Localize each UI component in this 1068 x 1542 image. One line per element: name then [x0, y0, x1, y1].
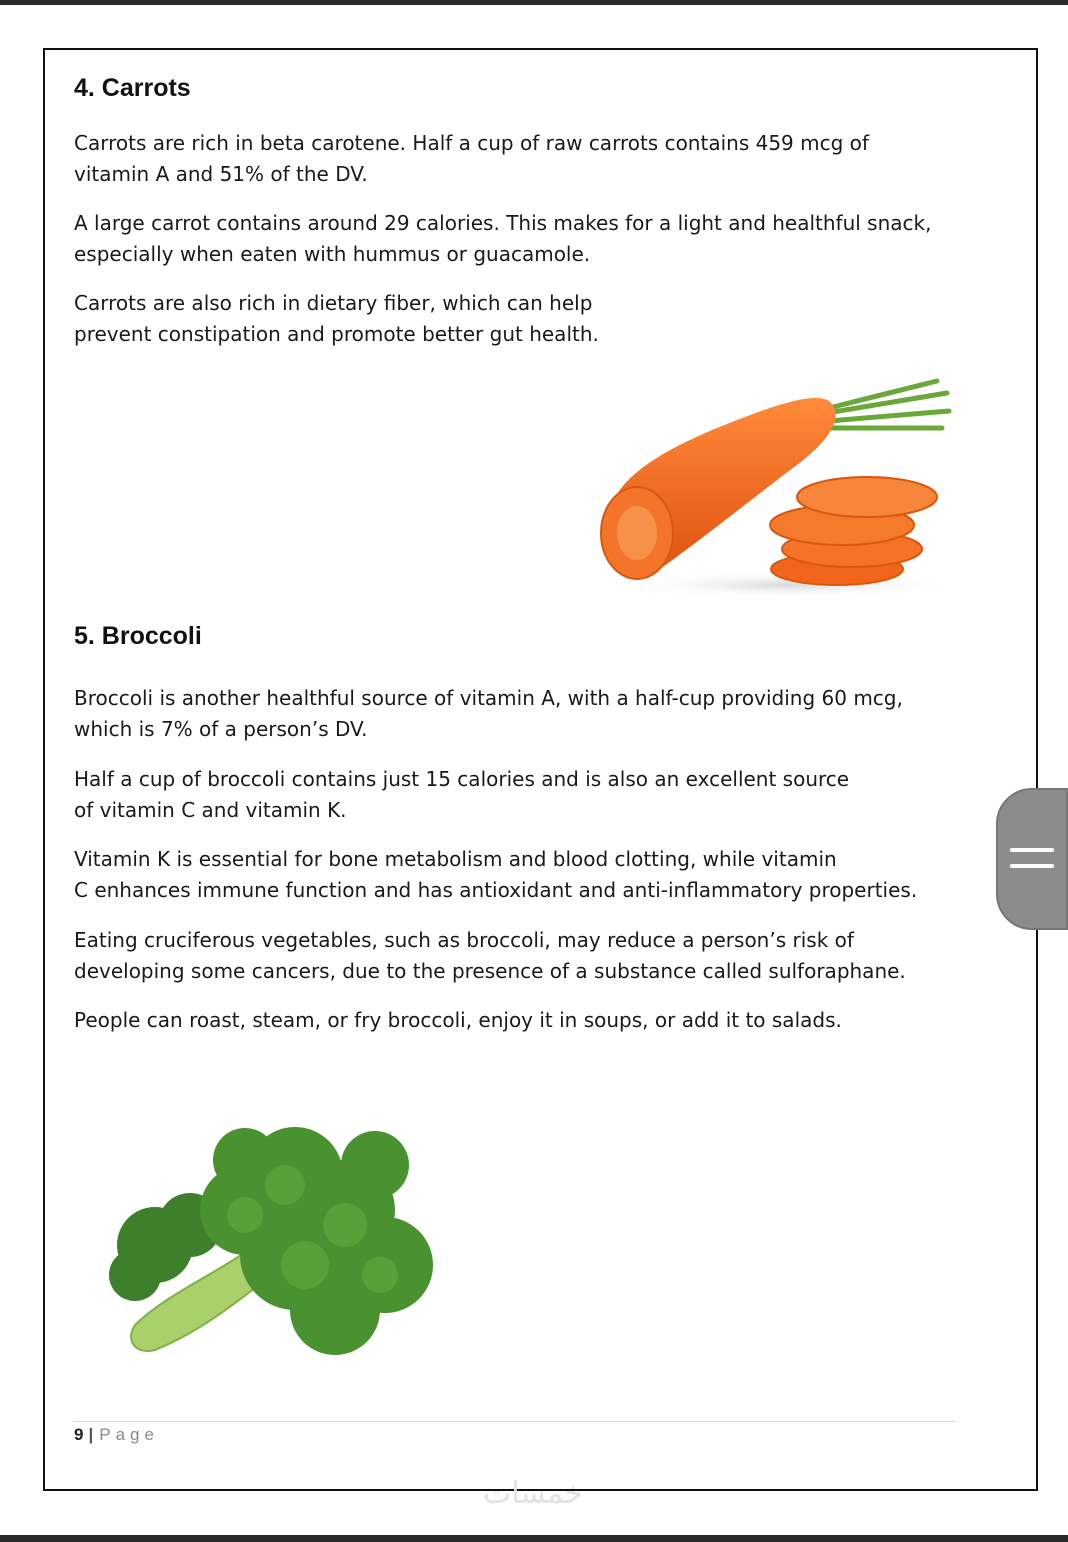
top-bar: [0, 0, 1068, 5]
broccoli-paragraph-5: People can roast, steam, or fry broccoli, enjoy it in soups, or add it to salads.: [74, 1008, 842, 1032]
footer-divider: [74, 1421, 956, 1422]
carrots-paragraph-3: Carrots are also rich in dietary fiber, which can help prevent constipation and promote better gut health.: [74, 291, 599, 346]
broccoli-paragraph-4: Eating cruciferous vegetables, such as broccoli, may reduce a person’s risk of developing some cancers, due to the presence of a substance called sulforaphane.: [74, 928, 906, 983]
section-heading-carrots: 4. Carrots: [74, 74, 191, 102]
carrots-paragraph-2: A large carrot contains around 29 calories. This makes for a light and healthful snack, especially when eaten with hummus or guacamole.: [74, 211, 932, 266]
page-footer: [74, 1425, 159, 1445]
bottom-bar: [0, 1535, 1068, 1542]
broccoli-paragraph-1: Broccoli is another healthful source of vitamin A, with a half-cup providing 60 mcg, which is 7% of a person’s DV.: [74, 686, 903, 741]
section-heading-broccoli: 5. Broccoli: [74, 622, 202, 650]
carrot-image: [597, 373, 952, 599]
footer-separator: |: [88, 1425, 94, 1444]
carrots-paragraph-1: Carrots are rich in beta carotene. Half a cup of raw carrots contains 459 mcg of vitamin A and 51% of the DV.: [74, 131, 869, 186]
broccoli-paragraph-3: Vitamin K is essential for bone metabolism and blood clotting, while vitamin C enhances immune function and has antioxidant and anti-inflammatory properties.: [74, 847, 918, 902]
drag-handle-icon: [1010, 848, 1054, 852]
broccoli-paragraph-2: Half a cup of broccoli contains just 15 calories and is also an excellent source of vitamin C and vitamin K.: [74, 767, 850, 822]
page-number: 9: [74, 1425, 84, 1444]
scroll-handle[interactable]: [996, 788, 1068, 930]
page-label: Page: [99, 1425, 159, 1444]
watermark: خمسات: [482, 1476, 584, 1511]
broccoli-image: [95, 1115, 459, 1375]
drag-handle-icon-line: [1010, 864, 1054, 868]
